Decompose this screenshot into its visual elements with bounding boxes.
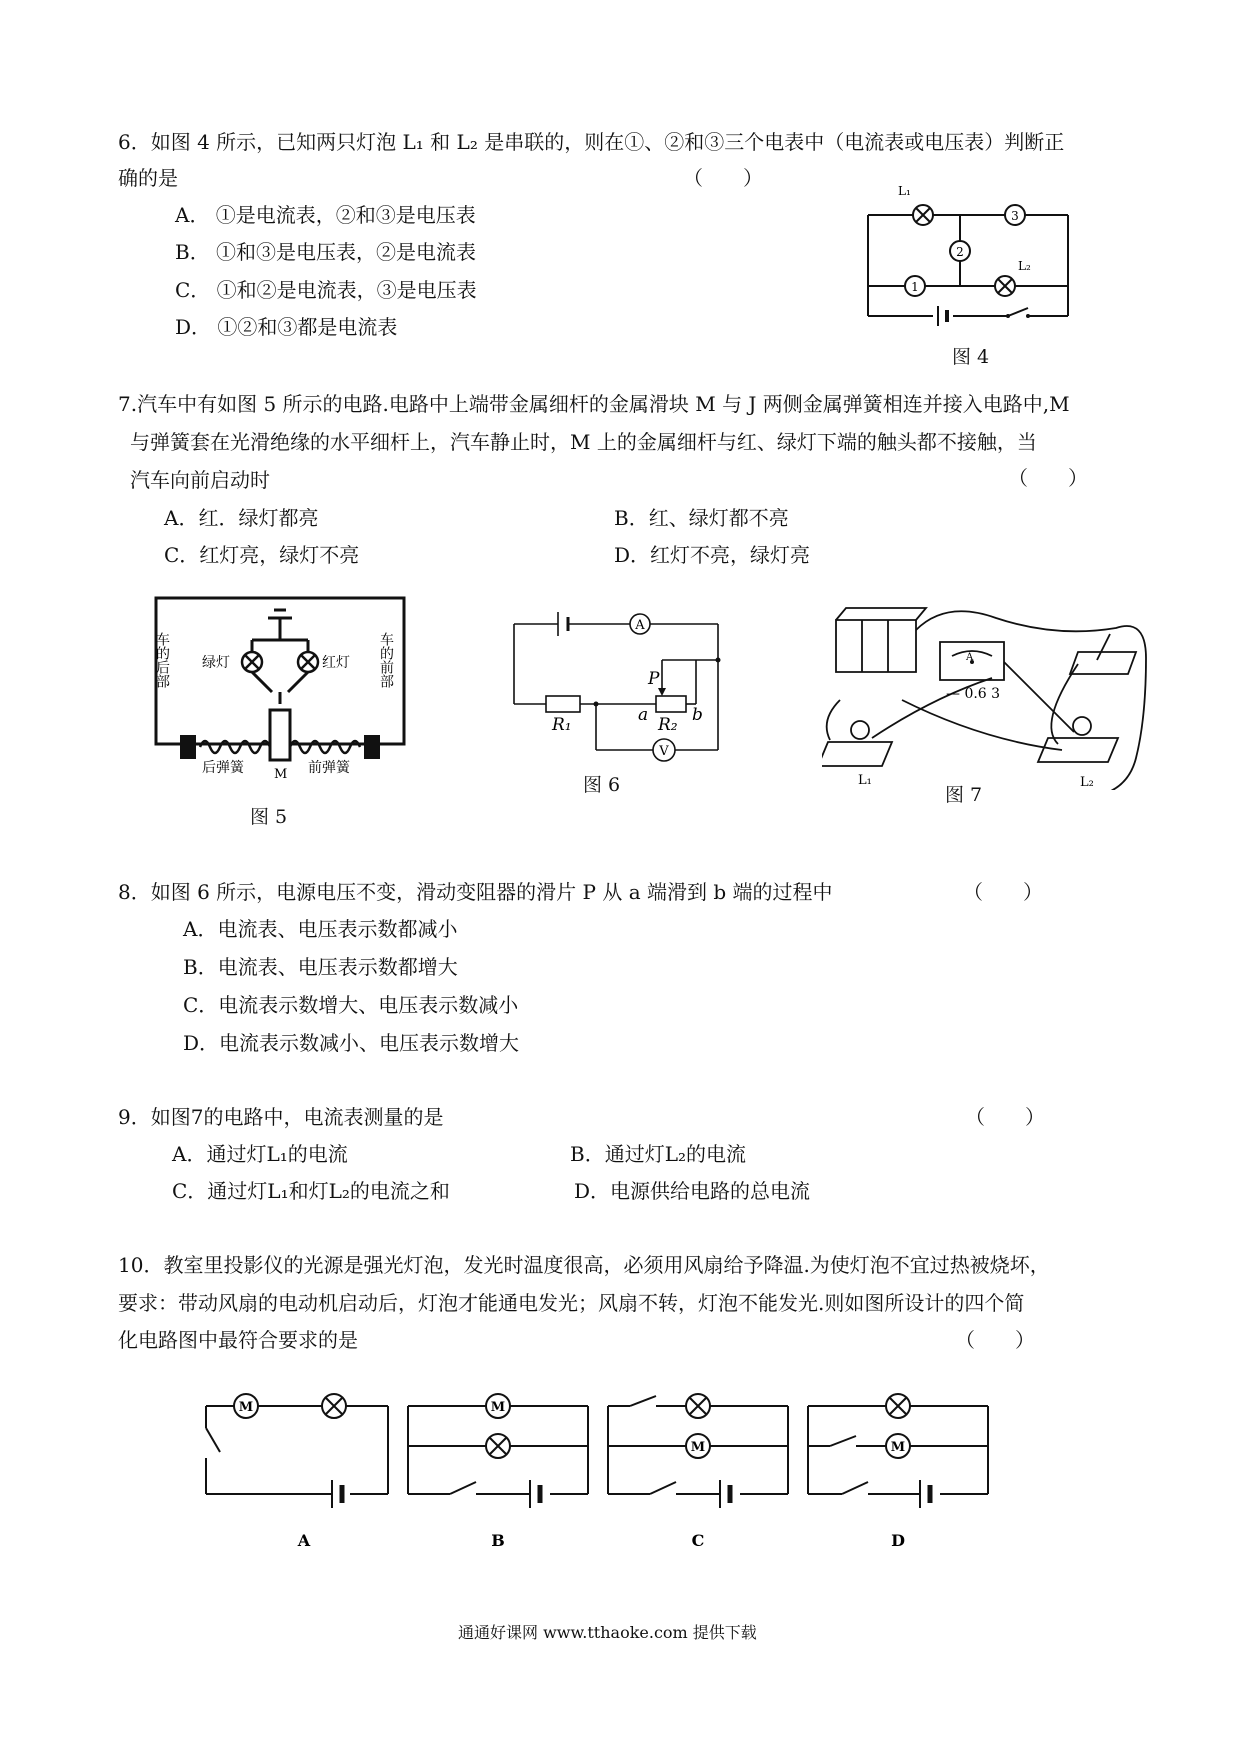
red-lamp-label: 红灯 bbox=[322, 655, 350, 671]
circuit-d-label: D bbox=[891, 1531, 905, 1550]
q7-option-d: D．红灯不亮，绿灯亮 bbox=[614, 543, 811, 567]
rheostat-r2-icon bbox=[656, 696, 686, 712]
q6-option-c: C． ①和②是电流表，③是电压表 bbox=[175, 278, 477, 302]
q6-answer-paren: （ ） bbox=[683, 166, 763, 190]
figure-5-circuit bbox=[150, 592, 410, 782]
front-of-car-label: 车的前部 bbox=[378, 632, 394, 688]
figure-7-wiring bbox=[822, 600, 1154, 790]
q9-option-c: C．通过灯L₁和灯L₂的电流之和 bbox=[172, 1179, 450, 1203]
figure-7-caption: 图 7 bbox=[945, 784, 983, 806]
q7-line2: 与弹簧套在光滑绝缘的水平细杆上，汽车静止时，M 上的金属细杆与红、绿灯下端的触头都不接触，当 bbox=[130, 430, 1037, 454]
q10-line3: 化电路图中最符合要求的是 bbox=[118, 1328, 358, 1352]
q6-option-a: A． ①是电流表，②和③是电压表 bbox=[175, 203, 476, 227]
q7-line3: 汽车向前启动时 bbox=[130, 468, 270, 492]
figure-5-caption: 图 5 bbox=[250, 806, 288, 828]
rear-of-car-label: 车的后部 bbox=[154, 632, 170, 688]
q9-line1: 9．如图7的电路中，电流表测量的是 bbox=[118, 1105, 444, 1129]
slider-p-label: P bbox=[648, 669, 660, 689]
q7-line1: 7.汽车中有如图 5 所示的电路.电路中上端带金属细杆的金属滑块 M 与 J 两侧金属弹簧相连并接入电路中,M bbox=[118, 392, 1070, 416]
meter-1-label: 1 bbox=[911, 280, 919, 294]
q7-option-c: C．红灯亮，绿灯不亮 bbox=[164, 543, 360, 567]
motor-label-d: M bbox=[890, 1440, 906, 1455]
lamp-l2-icon bbox=[1038, 738, 1118, 762]
figure-4-caption: 图 4 bbox=[952, 346, 990, 368]
slider-m-label: M bbox=[274, 767, 288, 782]
meter-a-label: A bbox=[966, 652, 974, 663]
q9-option-a: A．通过灯L₁的电流 bbox=[172, 1142, 348, 1166]
r2-label: R₂ bbox=[658, 715, 678, 735]
q6-option-b: B． ①和③是电压表，②是电流表 bbox=[175, 240, 477, 264]
q10-answer-paren: （ ） bbox=[955, 1328, 1035, 1352]
figure-4-circuit bbox=[858, 180, 1078, 330]
q9-option-b: B．通过灯L₂的电流 bbox=[570, 1142, 746, 1166]
lamp-l1-label: L₁ bbox=[898, 184, 911, 198]
ammeter-scale-label: — 0.6 3 bbox=[946, 686, 1001, 702]
q10-line2: 要求：带动风扇的电动机启动后，灯泡才能通电发光；风扇不转，灯泡不能发光.则如图所设计的四个简 bbox=[118, 1291, 1025, 1315]
q10-line1: 10．教室里投影仪的光源是强光灯泡，发光时温度很高，必须用风扇给予降温.为使灯泡不宜过热被烧坏， bbox=[118, 1253, 1050, 1277]
q8-option-a: A．电流表、电压表示数都减小 bbox=[183, 917, 458, 941]
battery-pack-icon bbox=[836, 620, 916, 672]
q9-answer-paren: （ ） bbox=[965, 1105, 1045, 1129]
q8-answer-paren: （ ） bbox=[963, 880, 1043, 904]
q7-option-b: B．红、绿灯都不亮 bbox=[614, 506, 789, 530]
r1-label: R₁ bbox=[552, 715, 572, 735]
q9-option-d: D．电源供给电路的总电流 bbox=[574, 1179, 811, 1203]
meter-3-label: 3 bbox=[1011, 209, 1019, 223]
q8-option-c: C．电流表示数增大、电压表示数减小 bbox=[183, 993, 519, 1017]
voltmeter-label: V bbox=[659, 744, 669, 759]
q7-option-a: A．红．绿灯都亮 bbox=[164, 506, 319, 530]
lamp-l1-icon bbox=[822, 742, 892, 766]
q7-answer-paren: （ ） bbox=[1008, 466, 1088, 490]
lamp-l2-label: L₂ bbox=[1018, 259, 1031, 273]
q8-line1: 8．如图 6 所示，电源电压不变，滑动变阻器的滑片 P 从 a 端滑到 b 端的过程中 bbox=[118, 880, 833, 904]
circuit-a-label: A bbox=[297, 1531, 311, 1550]
motor-label-a: M bbox=[238, 1400, 254, 1415]
q10-circuits-figure bbox=[200, 1388, 1000, 1553]
figure-6-caption: 图 6 bbox=[583, 774, 621, 796]
q6-line2: 确的是 bbox=[118, 166, 178, 190]
q8-option-d: D．电流表示数减小、电压表示数增大 bbox=[183, 1031, 520, 1055]
q6-option-d: D． ①②和③都是电流表 bbox=[175, 315, 398, 339]
end-a-label: a bbox=[638, 705, 649, 725]
ammeter-label: A bbox=[635, 618, 645, 633]
q8-option-b: B．电流表、电压表示数都增大 bbox=[183, 955, 458, 979]
figure-6-circuit bbox=[508, 604, 736, 776]
meter-2-label: 2 bbox=[956, 245, 964, 259]
q6-line1: 6．如图 4 所示，已知两只灯泡 L₁ 和 L₂ 是串联的，则在①、②和③三个电表中（电流表或电压表）判断正 bbox=[118, 130, 1065, 154]
lamp-l2-label: L₂ bbox=[1080, 775, 1094, 790]
circuit-c-label: C bbox=[691, 1531, 705, 1550]
switch-icon bbox=[1070, 652, 1136, 674]
front-spring-label: 前弹簧 bbox=[308, 760, 350, 776]
end-b-label: b bbox=[692, 705, 703, 725]
motor-label-b: M bbox=[490, 1400, 506, 1415]
rear-spring-label: 后弹簧 bbox=[202, 760, 244, 776]
green-lamp-label: 绿灯 bbox=[202, 655, 230, 671]
circuit-b-label: B bbox=[491, 1531, 505, 1550]
circuit-a bbox=[206, 1394, 388, 1494]
lamp-l1-label: L₁ bbox=[858, 773, 872, 788]
page-footer: 通通好课网 www.tthaoke.com 提供下载 bbox=[458, 1623, 757, 1642]
resistor-r1-icon bbox=[546, 696, 580, 712]
slider-m-icon bbox=[270, 710, 290, 760]
motor-label-c: M bbox=[690, 1440, 706, 1455]
